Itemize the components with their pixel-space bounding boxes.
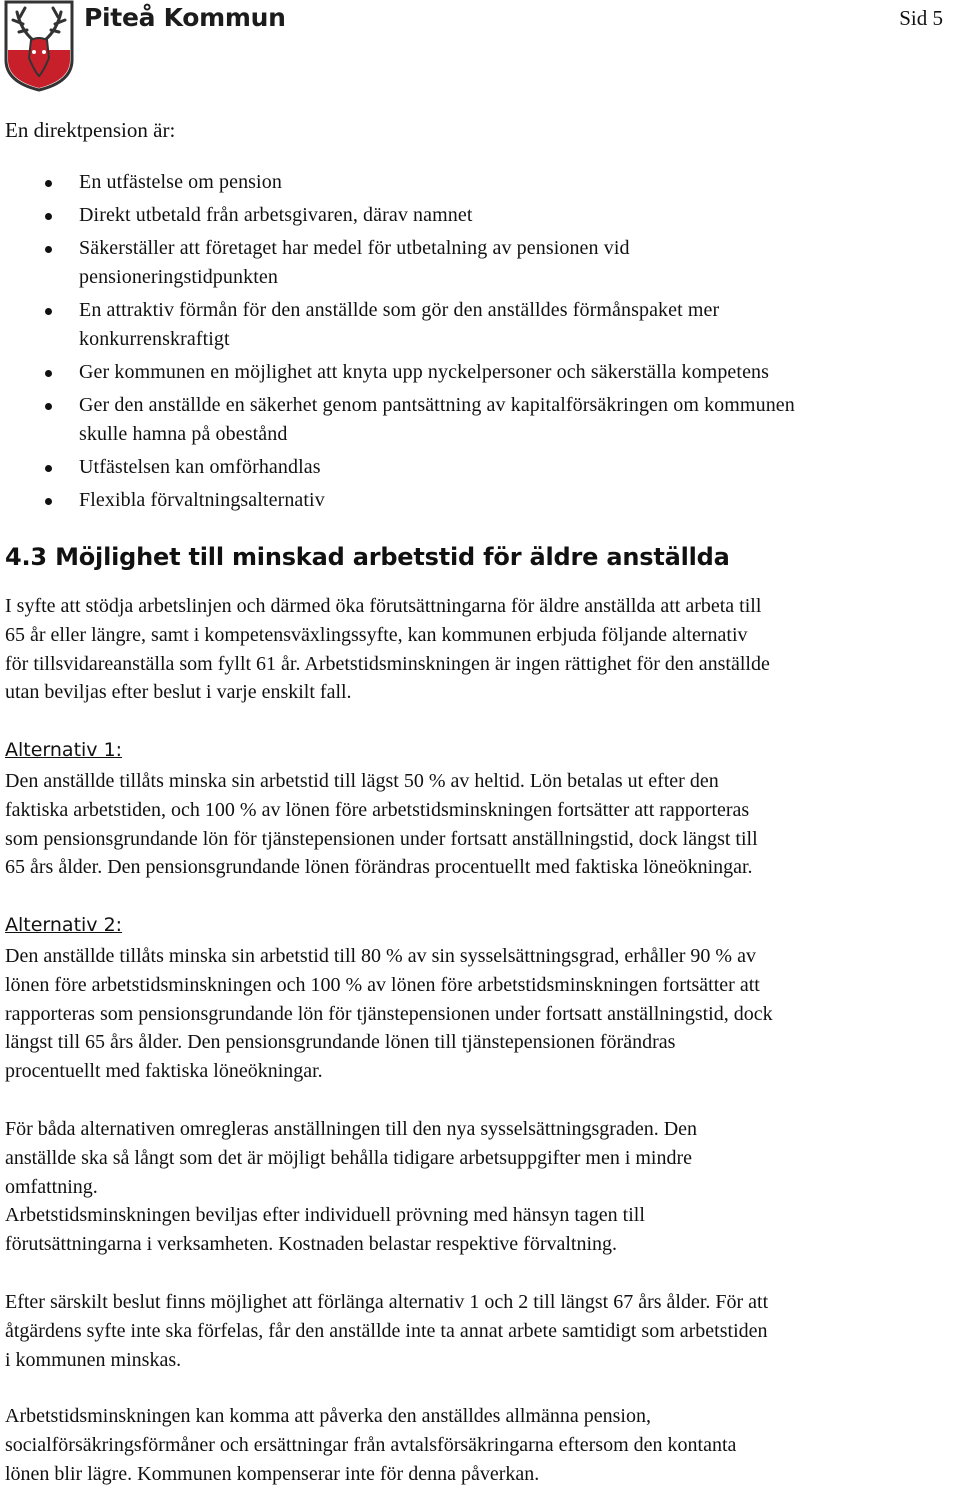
bullet-list — [0, 168, 960, 519]
paragraph-both-alternatives: För båda alternativen omregleras anställningen till den nya sysselsättningsgraden. Den anställde ska så långt som det är möjligt behålla tidigare arbetsuppgifter men i mindre omfattning. Arbetstidsminskningen beviljas efter individuell prövning med hänsyn tagen till förutsättningarna i verksamheten. Kostnaden belastar respektive förvaltning. — [5, 1118, 698, 1256]
list-item: Ger kommunen en möjlighet att knyta upp nyckelpersoner och säkerställa kompetens — [0, 358, 949, 387]
organization-name: Piteå Kommun — [84, 3, 286, 32]
alternative-1-text: Den anställde tillåts minska sin arbetstid till lägst 50 % av heltid. Lön betalas ut efter den faktiska arbetstiden, och 100 % av lönen före arbetstidsminskningen fortsätter att rapporteras som pensionsgrundande lön för tjänstepensionen under fortsatt anställningstid, dock längst till 65 års ålder. Den pensionsgrundande lönen förändras procentuellt med faktiska löneökningar. — [5, 770, 758, 879]
section-heading: 4.3 Möjlighet till minskad arbetstid för äldre anställda — [5, 543, 730, 571]
paragraph-pension-impact: Arbetstidsminskningen kan komma att påverka den anställdes allmänna pension, socialförsäkringsförmåner och ersättningar från avtalsförsäkringarna eftersom den kontanta lönen blir lägre. Kommunen kompenserar inte för denna påverkan. — [5, 1405, 737, 1485]
bullet-icon — [45, 308, 52, 315]
paragraph-extension: Efter särskilt beslut finns möjlighet att förlänga alternativ 1 och 2 till längst 67 års ålder. För att åtgärdens syfte inte ska förfelas, får den anställde inte ta annat arbete samtidigt som arbetstiden i kommunen minskas. — [5, 1291, 769, 1371]
paragraph-purpose: I syfte att stödja arbetslinjen och därmed öka förutsättningarna för äldre anställda att arbeta till 65 år eller längre, samt i kompetensväxlingssyfte, kan kommunen erbjuda följande alternativ för tillsvidareanställa som fyllt 61 år. Arbetstidsminskningen är ingen rättighet för den anställde utan beviljas efter beslut i varje enskilt fall. — [5, 595, 770, 704]
bullet-icon — [45, 465, 52, 472]
list-item: Säkerställer att företaget har medel för utbetalning av pensionen vid pensioneringstidpunkten — [0, 234, 949, 292]
page-header — [0, 0, 960, 96]
list-item: En attraktiv förmån för den anställde som gör den anställdes förmånspaket mer konkurrenskraftigt — [0, 296, 949, 354]
bullet-icon — [45, 213, 52, 220]
bullet-icon — [45, 370, 52, 377]
alternative-2-text: Den anställde tillåts minska sin arbetstid till 80 % av sin sysselsättningsgrad, erhåller 90 % av lönen före arbetstidsminskningen och 100 % av lönen före arbetstidsminskningen fortsätter att rapporteras som pensionsgrundande lön för tjänstepensionen under fortsatt anställningstid, dock längst till 65 års ålder. Den pensionsgrundande lönen till tjänstepensionen förändras procentuellt med faktiska löneökningar. — [5, 945, 773, 1083]
list-item: En utfästelse om pension — [0, 168, 949, 197]
bullet-icon — [45, 498, 52, 505]
list-item: Direkt utbetald från arbetsgivaren, därav namnet — [0, 201, 949, 230]
alternative-2-label: Alternativ 2: — [5, 914, 123, 936]
list-item: Ger den anställde en säkerhet genom pantsättning av kapitalförsäkringen om kommunen skulle hamna på obestånd — [0, 391, 959, 449]
alternative-1-label: Alternativ 1: — [5, 739, 123, 761]
bullet-icon — [45, 246, 52, 253]
intro-text: En direktpension är: — [5, 118, 176, 142]
page-number: Sid 5 — [899, 6, 943, 30]
reindeer-coat-of-arms-icon — [3, 0, 75, 92]
list-item: Utfästelsen kan omförhandlas — [0, 453, 949, 482]
list-item: Flexibla förvaltningsalternativ — [0, 486, 949, 515]
bullet-icon — [45, 403, 52, 410]
bullet-icon — [45, 180, 52, 187]
